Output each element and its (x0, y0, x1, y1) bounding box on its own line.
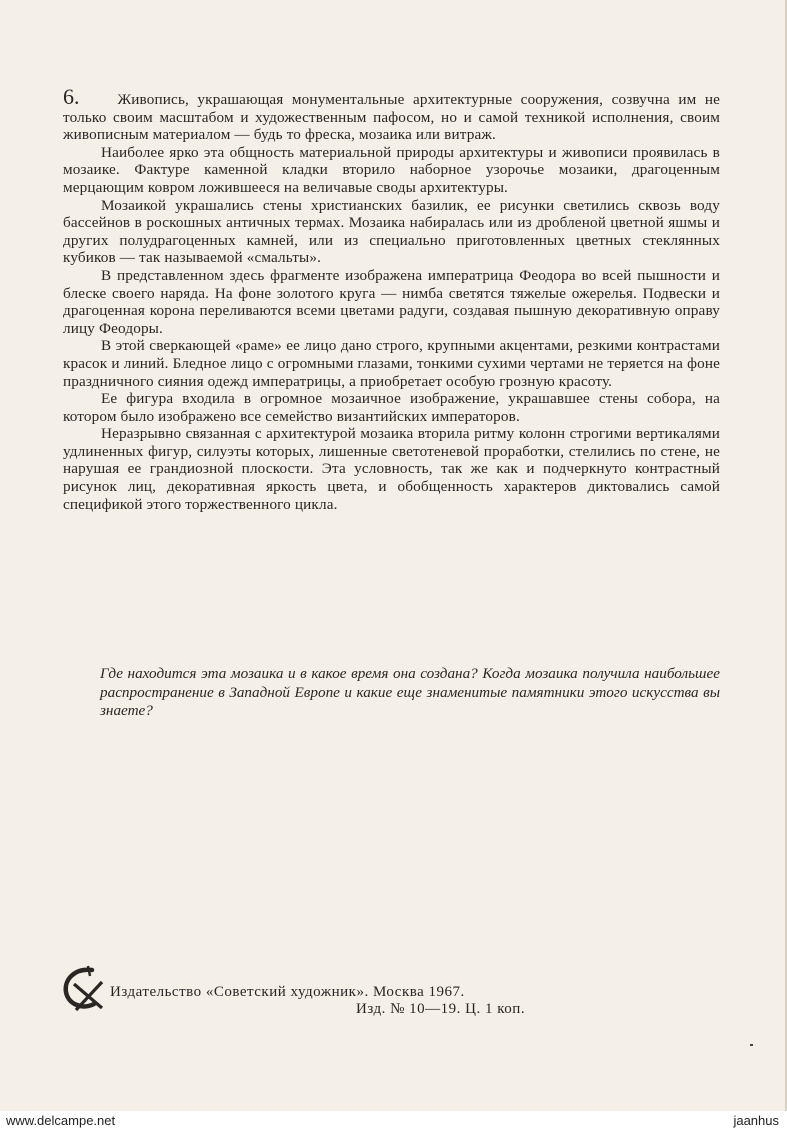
study-question: Где находится эта мозаика и в какое время она создана? Когда мозаика получила наибольшее распространение в Западной Европе и какие еще знаменитые памятники этого искусства вы знаете? (100, 665, 720, 720)
paragraph-3: Мозаикой украшались стены христианских базилик, ее рисунки светились сквозь воду бассейнов в роскошных античных термах. Мозаика набиралась или из дробленой цветной яшмы и других полудрагоценных камней, или из специально приготовленных цветных стеклянных кубиков — так называемой «смальты». (63, 196, 720, 267)
paragraph-1 (63, 84, 720, 144)
sovetsky-khudozhnik-logo-icon (62, 964, 106, 1012)
watermark-seller: jaanhus (733, 1113, 779, 1128)
watermark-bar (0, 1111, 787, 1131)
paragraph-5: В этой сверкающей «раме» ее лицо дано строго, крупными акцентами, резкими контрастами красок и линий. Бледное лицо с огромными глазами, тонкими сухими чертами не теряется на фоне праздничного сияния одежд императрицы, а приобретает особую грозную красоту. (63, 337, 720, 390)
article-text (63, 84, 720, 513)
paragraph-2: Наиболее ярко эта общность материальной природы архитектуры и живописи проявилась в мозаике. Фактуре каменной кладки вторило наборное узорочье мозаики, драгоценным мерцающим ковром ложившееся на величавые своды архитектуры. (63, 143, 720, 196)
print-speck (750, 1044, 753, 1046)
watermark-site: www.delcampe.net (6, 1113, 116, 1128)
paragraph-4: В представленном здесь фрагменте изображена императрица Феодора во всей пышности и блеске своего наряда. На фоне золотого круга — нимба светятся тяжелые ожерелья. Подвески и драгоценная корона переливаются всеми цветами радуги, создавая пышную декоративную оправу лицу Феодоры. (63, 266, 720, 337)
publisher-line: Издательство «Советский художник». Москва 1967. (110, 984, 465, 1000)
page-number: 6. (63, 84, 80, 109)
paragraph-1-text: Живопись, украшающая монументальные архитектурные сооружения, созвучна им не только своим масштабом и художественным пафосом, но и самой техникой исполнения, своим живописным материалом — будь то фреска, мозаика или витраж. (63, 91, 720, 144)
paragraph-7: Неразрывно связанная с архитектурой мозаика вторила ритму колонн строгими вертикалями удлиненных фигур, силуэты которых, лишенные светотеневой проработки, стелились по стене, не нарушая ее грандиозной плоскости. Эта условность, так же как и подчеркнуто контрастный рисунок лиц, декоративная яркость цвета, и обобщенность характеров диктовались самой спецификой этого торжественного цикла. (63, 425, 720, 513)
paragraph-6: Ее фигура входила в огромное мозаичное изображение, украшавшее стены собора, на котором было изображено все семейство византийских императоров. (63, 390, 720, 425)
edition-line: Изд. № 10—19. Ц. 1 коп. (356, 1001, 526, 1017)
